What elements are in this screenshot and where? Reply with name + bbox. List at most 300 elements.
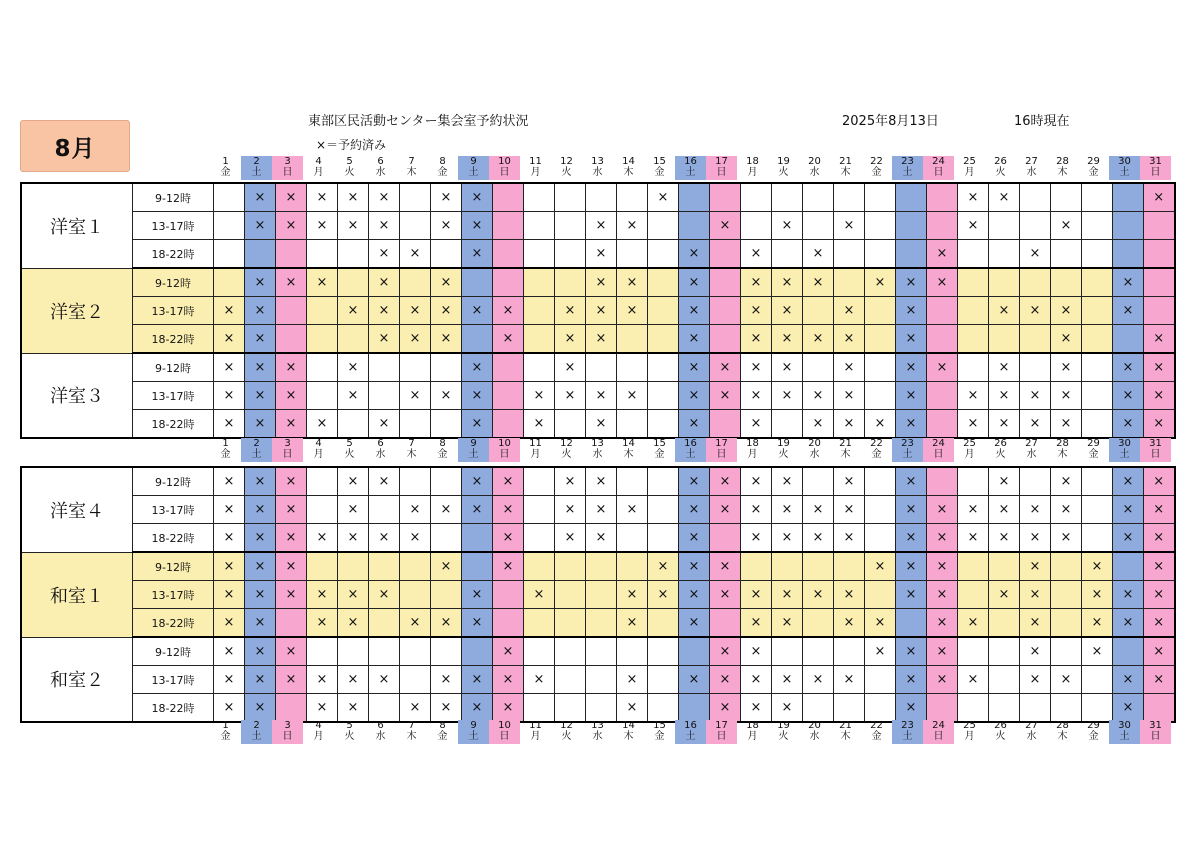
day-number: 22 <box>870 720 883 731</box>
reservation-cell: × <box>772 353 803 382</box>
weekday: 日 <box>282 731 293 742</box>
table-row <box>21 609 1175 638</box>
reservation-cell: × <box>1144 467 1175 496</box>
reservation-cell: × <box>834 524 865 553</box>
reservation-cell: × <box>617 212 648 240</box>
reservation-cell: × <box>462 581 493 609</box>
reservation-cell: × <box>431 694 462 723</box>
reservation-cell <box>710 240 741 269</box>
weekday: 日 <box>499 731 510 742</box>
reservation-cell: × <box>617 581 648 609</box>
weekday: 木 <box>406 449 417 460</box>
reservation-cell <box>927 382 958 410</box>
time-slot: 13-17時 <box>133 496 214 524</box>
weekday: 火 <box>344 167 355 178</box>
reservation-cell <box>710 524 741 553</box>
reservation-cell: × <box>1051 297 1082 325</box>
reservation-cell: × <box>1051 666 1082 694</box>
day-number: 7 <box>408 720 415 731</box>
day-number: 4 <box>315 438 322 449</box>
reservation-cell <box>1082 325 1113 354</box>
reservation-cell: × <box>989 353 1020 382</box>
reservation-cell: × <box>1144 552 1175 581</box>
table-row <box>21 581 1175 609</box>
reservation-cell: × <box>896 581 927 609</box>
reservation-cell: × <box>276 666 307 694</box>
day-number: 1 <box>222 438 229 449</box>
reservation-cell: × <box>338 297 369 325</box>
reservation-cell <box>648 297 679 325</box>
weekday: 月 <box>313 167 324 178</box>
day-header <box>706 720 737 744</box>
weekday: 日 <box>1150 731 1161 742</box>
reservation-cell: × <box>772 325 803 354</box>
time-slot: 18-22時 <box>133 325 214 354</box>
time-slot: 9-12時 <box>133 637 214 666</box>
reservation-cell: × <box>276 382 307 410</box>
day-number: 30 <box>1118 156 1131 167</box>
reservation-cell <box>369 552 400 581</box>
reservation-cell <box>586 552 617 581</box>
reservation-cell: × <box>586 524 617 553</box>
reservation-cell: × <box>1113 410 1144 439</box>
reservation-cell <box>276 325 307 354</box>
weekday: 月 <box>313 449 324 460</box>
reservation-cell: × <box>927 240 958 269</box>
reservation-cell: × <box>1020 666 1051 694</box>
reservation-cell <box>400 666 431 694</box>
day-number: 22 <box>870 156 883 167</box>
reservation-cell <box>524 325 555 354</box>
time-slot: 13-17時 <box>133 297 214 325</box>
day-header <box>489 156 520 180</box>
day-header <box>861 720 892 744</box>
reservation-cell <box>710 268 741 297</box>
reservation-cell <box>648 609 679 638</box>
reservation-cell <box>493 240 524 269</box>
reservation-cell <box>493 382 524 410</box>
reservation-cell <box>586 183 617 212</box>
weekday: 木 <box>623 449 634 460</box>
reservation-cell <box>555 637 586 666</box>
reservation-cell <box>1020 268 1051 297</box>
reservation-cell: × <box>958 609 989 638</box>
reservation-cell: × <box>927 268 958 297</box>
day-number: 9 <box>470 156 477 167</box>
reservation-cell: × <box>679 552 710 581</box>
day-header <box>1109 156 1140 180</box>
reservation-cell: × <box>307 183 338 212</box>
day-number: 16 <box>684 156 697 167</box>
weekday: 金 <box>437 731 448 742</box>
reservation-cell: × <box>834 410 865 439</box>
reservation-cell <box>431 240 462 269</box>
reservation-cell: × <box>679 581 710 609</box>
reservation-cell <box>772 183 803 212</box>
reservation-cell: × <box>834 496 865 524</box>
reservation-cell: × <box>369 212 400 240</box>
reservation-cell: × <box>1051 325 1082 354</box>
reservation-cell <box>648 240 679 269</box>
day-number: 16 <box>684 720 697 731</box>
reservation-cell: × <box>245 666 276 694</box>
reservation-cell: × <box>679 382 710 410</box>
weekday: 土 <box>902 167 913 178</box>
reservation-cell: × <box>1144 353 1175 382</box>
reservation-cell: × <box>896 297 927 325</box>
day-header <box>768 720 799 744</box>
reservation-cell: × <box>710 467 741 496</box>
reservation-cell: × <box>493 637 524 666</box>
reservation-cell <box>803 467 834 496</box>
reservation-cell: × <box>710 637 741 666</box>
table-row <box>21 297 1175 325</box>
reservation-cell: × <box>214 552 245 581</box>
reservation-cell: × <box>679 240 710 269</box>
reservation-cell: × <box>1051 353 1082 382</box>
reservation-cell <box>1082 382 1113 410</box>
reservation-cell: × <box>524 382 555 410</box>
reservation-cell: × <box>307 694 338 723</box>
reservation-cell: × <box>741 467 772 496</box>
day-header <box>241 156 272 180</box>
reservation-cell <box>772 552 803 581</box>
reservation-cell: × <box>772 268 803 297</box>
reservation-cell: × <box>245 410 276 439</box>
reservation-cell <box>617 524 648 553</box>
reservation-cell: × <box>431 552 462 581</box>
day-number: 28 <box>1056 156 1069 167</box>
reservation-cell: × <box>1051 496 1082 524</box>
weekday: 水 <box>592 731 603 742</box>
reservation-cell: × <box>462 410 493 439</box>
reservation-cell <box>741 552 772 581</box>
reservation-cell: × <box>245 183 276 212</box>
reservation-cell <box>431 410 462 439</box>
reservation-cell: × <box>1144 382 1175 410</box>
reservation-cell: × <box>1113 609 1144 638</box>
reservation-cell: × <box>338 467 369 496</box>
day-header <box>892 720 923 744</box>
reservation-cell: × <box>741 240 772 269</box>
reservation-cell <box>989 240 1020 269</box>
reservation-cell: × <box>958 183 989 212</box>
weekday: 水 <box>1026 449 1037 460</box>
weekday: 土 <box>468 167 479 178</box>
reservation-cell: × <box>679 467 710 496</box>
reservation-cell <box>214 268 245 297</box>
reservation-cell: × <box>462 353 493 382</box>
day-number: 25 <box>963 720 976 731</box>
reservation-cell: × <box>462 609 493 638</box>
reservation-cell <box>338 268 369 297</box>
reservation-cell: × <box>462 467 493 496</box>
reservation-cell: × <box>1113 581 1144 609</box>
table-row <box>21 496 1175 524</box>
reservation-cell: × <box>245 637 276 666</box>
day-header <box>923 720 954 744</box>
day-number: 12 <box>560 156 573 167</box>
reservation-cell <box>307 552 338 581</box>
reservation-cell <box>617 353 648 382</box>
reservation-cell <box>679 183 710 212</box>
day-header <box>582 156 613 180</box>
day-header <box>272 720 303 744</box>
reservation-cell <box>524 496 555 524</box>
day-number: 26 <box>994 720 1007 731</box>
reservation-cell: × <box>927 552 958 581</box>
reservation-cell: × <box>586 297 617 325</box>
reservation-cell: × <box>276 268 307 297</box>
reservation-cell: × <box>400 694 431 723</box>
reservation-cell: × <box>1051 524 1082 553</box>
weekday: 火 <box>995 449 1006 460</box>
reservation-cell <box>555 212 586 240</box>
reservation-cell: × <box>214 666 245 694</box>
reservation-cell: × <box>586 467 617 496</box>
day-number: 20 <box>808 156 821 167</box>
day-header <box>768 156 799 180</box>
weekday: 火 <box>344 449 355 460</box>
reservation-cell: × <box>1144 524 1175 553</box>
day-header <box>303 438 334 462</box>
reservation-cell <box>555 240 586 269</box>
reservation-cell: × <box>462 666 493 694</box>
day-header <box>1078 720 1109 744</box>
day-number: 9 <box>470 720 477 731</box>
reservation-cell <box>927 183 958 212</box>
reservation-cell: × <box>245 524 276 553</box>
reservation-cell: × <box>555 382 586 410</box>
weekday: 土 <box>468 449 479 460</box>
day-number: 13 <box>591 438 604 449</box>
day-header <box>582 720 613 744</box>
weekday: 土 <box>251 449 262 460</box>
reservation-cell: × <box>1020 609 1051 638</box>
day-header <box>520 438 551 462</box>
reservation-cell <box>710 609 741 638</box>
reservation-cell: × <box>679 609 710 638</box>
reservation-cell: × <box>741 410 772 439</box>
reservation-cell: × <box>710 666 741 694</box>
time-slot: 9-12時 <box>133 268 214 297</box>
day-header <box>675 720 706 744</box>
reservation-cell: × <box>214 297 245 325</box>
reservation-cell: × <box>276 581 307 609</box>
weekday: 水 <box>375 449 386 460</box>
day-header <box>365 156 396 180</box>
reservation-cell <box>1020 353 1051 382</box>
day-number: 23 <box>901 720 914 731</box>
reservation-cell <box>1051 552 1082 581</box>
reservation-cell: × <box>896 694 927 723</box>
reservation-cell <box>927 467 958 496</box>
day-number: 3 <box>284 438 291 449</box>
day-number: 1 <box>222 156 229 167</box>
reservation-cell: × <box>214 325 245 354</box>
reservation-cell: × <box>586 212 617 240</box>
reservation-cell: × <box>958 496 989 524</box>
reservation-cell <box>865 212 896 240</box>
day-header <box>768 438 799 462</box>
reservation-cell <box>524 637 555 666</box>
reservation-cell <box>276 609 307 638</box>
reservation-cell <box>679 637 710 666</box>
reservation-cell: × <box>245 268 276 297</box>
reservation-cell: × <box>679 268 710 297</box>
as-of-time: 16時現在 <box>1014 114 1070 129</box>
reservation-cell <box>648 353 679 382</box>
day-header <box>427 720 458 744</box>
reservation-cell <box>958 694 989 723</box>
day-number: 6 <box>377 720 384 731</box>
day-header <box>985 720 1016 744</box>
reservation-cell: × <box>1082 552 1113 581</box>
reservation-cell: × <box>741 524 772 553</box>
reservation-cell: × <box>431 297 462 325</box>
day-header <box>830 720 861 744</box>
reservation-cell <box>524 524 555 553</box>
day-header <box>1047 438 1078 462</box>
reservation-cell <box>1020 467 1051 496</box>
weekday: 月 <box>747 449 758 460</box>
day-number: 18 <box>746 156 759 167</box>
reservation-cell <box>462 637 493 666</box>
reservation-cell: × <box>772 496 803 524</box>
reservation-cell: × <box>927 609 958 638</box>
reservation-cell: × <box>803 581 834 609</box>
reservation-cell <box>307 325 338 354</box>
reservation-cell: × <box>214 524 245 553</box>
reservation-cell: × <box>896 382 927 410</box>
reservation-cell <box>369 637 400 666</box>
reservation-cell <box>617 552 648 581</box>
weekday: 日 <box>716 731 727 742</box>
weekday: 水 <box>809 449 820 460</box>
reservation-cell <box>338 637 369 666</box>
reservation-cell: × <box>555 496 586 524</box>
reservation-cell: × <box>648 581 679 609</box>
day-header <box>1016 156 1047 180</box>
reservation-cell: × <box>462 183 493 212</box>
reservation-cell: × <box>865 637 896 666</box>
day-number: 12 <box>560 720 573 731</box>
reservation-cell <box>1113 637 1144 666</box>
reservation-cell <box>1082 496 1113 524</box>
reservation-cell <box>1051 637 1082 666</box>
reservation-cell: × <box>1144 325 1175 354</box>
reservation-cell: × <box>896 552 927 581</box>
reservation-cell: × <box>400 240 431 269</box>
reservation-cell <box>989 694 1020 723</box>
day-number: 3 <box>284 156 291 167</box>
day-number: 17 <box>715 156 728 167</box>
day-header <box>272 438 303 462</box>
reservation-cell <box>1082 467 1113 496</box>
reservation-cell <box>1113 552 1144 581</box>
reservation-cell <box>338 410 369 439</box>
reservation-cell <box>896 212 927 240</box>
day-header <box>737 156 768 180</box>
day-number: 10 <box>498 720 511 731</box>
reservation-cell: × <box>989 467 1020 496</box>
reservation-cell <box>338 240 369 269</box>
reservation-cell: × <box>462 212 493 240</box>
weekday: 土 <box>902 731 913 742</box>
day-header <box>551 438 582 462</box>
day-number: 24 <box>932 438 945 449</box>
day-header <box>272 156 303 180</box>
reservation-cell: × <box>493 496 524 524</box>
reservation-cell <box>648 694 679 723</box>
day-number: 31 <box>1149 438 1162 449</box>
day-header <box>892 156 923 180</box>
reservation-cell <box>710 183 741 212</box>
reservation-cell <box>896 609 927 638</box>
reservation-cell: × <box>586 268 617 297</box>
reservation-cell <box>493 183 524 212</box>
reservation-cell <box>1144 212 1175 240</box>
reservation-cell <box>989 552 1020 581</box>
reservation-cell: × <box>1051 382 1082 410</box>
reservation-cell <box>555 183 586 212</box>
reservation-cell: × <box>431 212 462 240</box>
reservation-cell: × <box>245 694 276 723</box>
reservation-cell <box>679 212 710 240</box>
reservation-cell: × <box>276 183 307 212</box>
weekday: 木 <box>840 731 851 742</box>
reservation-cell <box>555 581 586 609</box>
reservation-cell: × <box>369 581 400 609</box>
reservation-cell <box>586 637 617 666</box>
reservation-cell: × <box>1051 410 1082 439</box>
reservation-cell <box>1113 183 1144 212</box>
reservation-cell: × <box>617 382 648 410</box>
reservation-cell: × <box>834 212 865 240</box>
weekday: 木 <box>406 167 417 178</box>
reservation-cell <box>524 353 555 382</box>
reservation-cell: × <box>772 581 803 609</box>
reservation-cell: × <box>1113 353 1144 382</box>
reservation-cell: × <box>1020 581 1051 609</box>
day-number: 30 <box>1118 438 1131 449</box>
reservation-cell <box>1144 297 1175 325</box>
day-header <box>365 438 396 462</box>
reservation-cell <box>710 297 741 325</box>
reservation-cell: × <box>524 410 555 439</box>
day-header <box>458 156 489 180</box>
reservation-cell <box>648 325 679 354</box>
reservation-cell: × <box>710 552 741 581</box>
reservation-cell <box>1051 609 1082 638</box>
reservation-cell: × <box>214 694 245 723</box>
reservation-cell <box>462 325 493 354</box>
day-number: 18 <box>746 438 759 449</box>
reservation-cell: × <box>431 609 462 638</box>
legend-note: ×＝予約済み <box>316 138 387 152</box>
reservation-cell: × <box>462 694 493 723</box>
reservation-cell: × <box>431 666 462 694</box>
reservation-cell: × <box>772 609 803 638</box>
reservation-cell <box>989 212 1020 240</box>
reservation-cell: × <box>710 382 741 410</box>
room-name: 洋室３ <box>21 353 133 438</box>
reservation-cell <box>555 268 586 297</box>
weekday: 月 <box>313 731 324 742</box>
table-row <box>21 552 1175 581</box>
reservation-cell: × <box>772 467 803 496</box>
reservation-cell <box>524 183 555 212</box>
